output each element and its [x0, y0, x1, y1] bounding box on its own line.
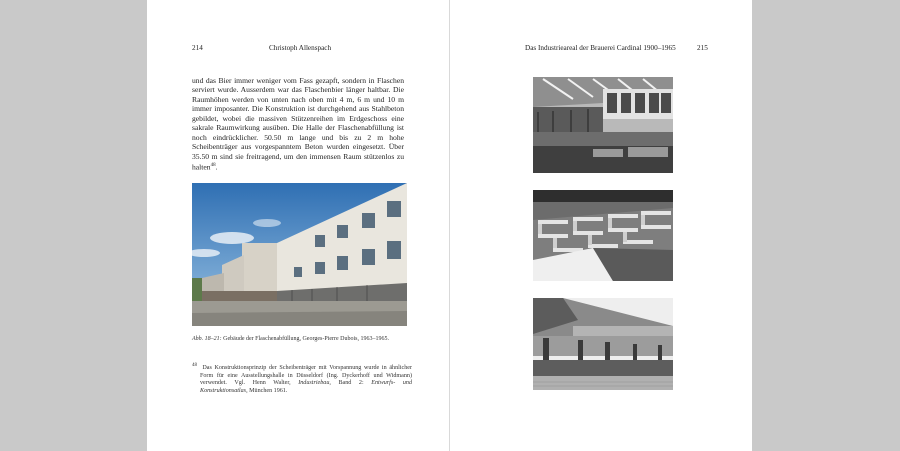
paragraph-text: und das Bier immer weniger vom Fass gezapft, sondern in Flaschen serviert wurde. Ausserdem war das Flaschenbier länger haltbar. Die Raumhöhen werden von unten nach oben mit 4 m, 6 m und 10 m immer imposanter. Die Konstruktion ist durchgehend aus Stahlbeton gebildet, wobei die massiven Stützenreihen im Erdgeschoss eine sakrale Raumwirkung ausüben. Die Halle der Flaschenabfüllung ist noch eindrücklicher. 50.50 m lange und bis zu 2 m hohe Scheibenträger aus vorgespanntem Beton wurden eingesetzt. Über 35.50 m sind sie freitragend, um den immensen Raum stützenlos zu halten — [192, 76, 404, 172]
running-head: Das Industrieareal der Brauerei Cardinal 1900–1965 — [525, 44, 676, 52]
right-page — [450, 0, 752, 451]
footnote-number: 48 — [192, 363, 197, 368]
footnote-text-2: , Band 2: — [329, 380, 372, 387]
bottling-hall-structure-photo — [533, 298, 673, 390]
footnote — [192, 362, 412, 395]
footnote-title-1: Industriebau — [298, 380, 330, 387]
page-number: 214 — [192, 44, 203, 52]
paragraph-end: . — [215, 162, 218, 172]
bottling-building-exterior-photo — [192, 183, 407, 326]
footnote-text-1: Das Konstruktionsprinzip der Scheibenträger mit Vorspannung wurde in ähnlicher Form für eine Ausstellungshalle in Düsseldorf (Ing. Dyckerhoff und Widmann) verwendet. Vgl. Henn Walter, — [200, 365, 412, 387]
book-spread — [147, 0, 752, 451]
figure-caption — [192, 336, 422, 342]
bottling-hall-construction-photo — [533, 190, 673, 281]
left-page — [147, 0, 449, 451]
bottling-hall-interior-photo — [533, 77, 673, 173]
running-head: Christoph Allenspach — [269, 44, 332, 52]
body-paragraph — [192, 76, 404, 172]
page-number: 215 — [697, 44, 708, 52]
caption-text: Gebäude der Flaschenabfüllung, Georges-Pierre Dubois, 1963–1965. — [221, 336, 390, 342]
footnote-reference: 48 — [210, 163, 216, 169]
footnote-title-2: Entwurfs- und Konstruktionsatlas — [200, 380, 412, 394]
footnote-text-3: , München 1961. — [246, 387, 288, 394]
caption-label: Abb. 18–21: — [192, 336, 222, 342]
